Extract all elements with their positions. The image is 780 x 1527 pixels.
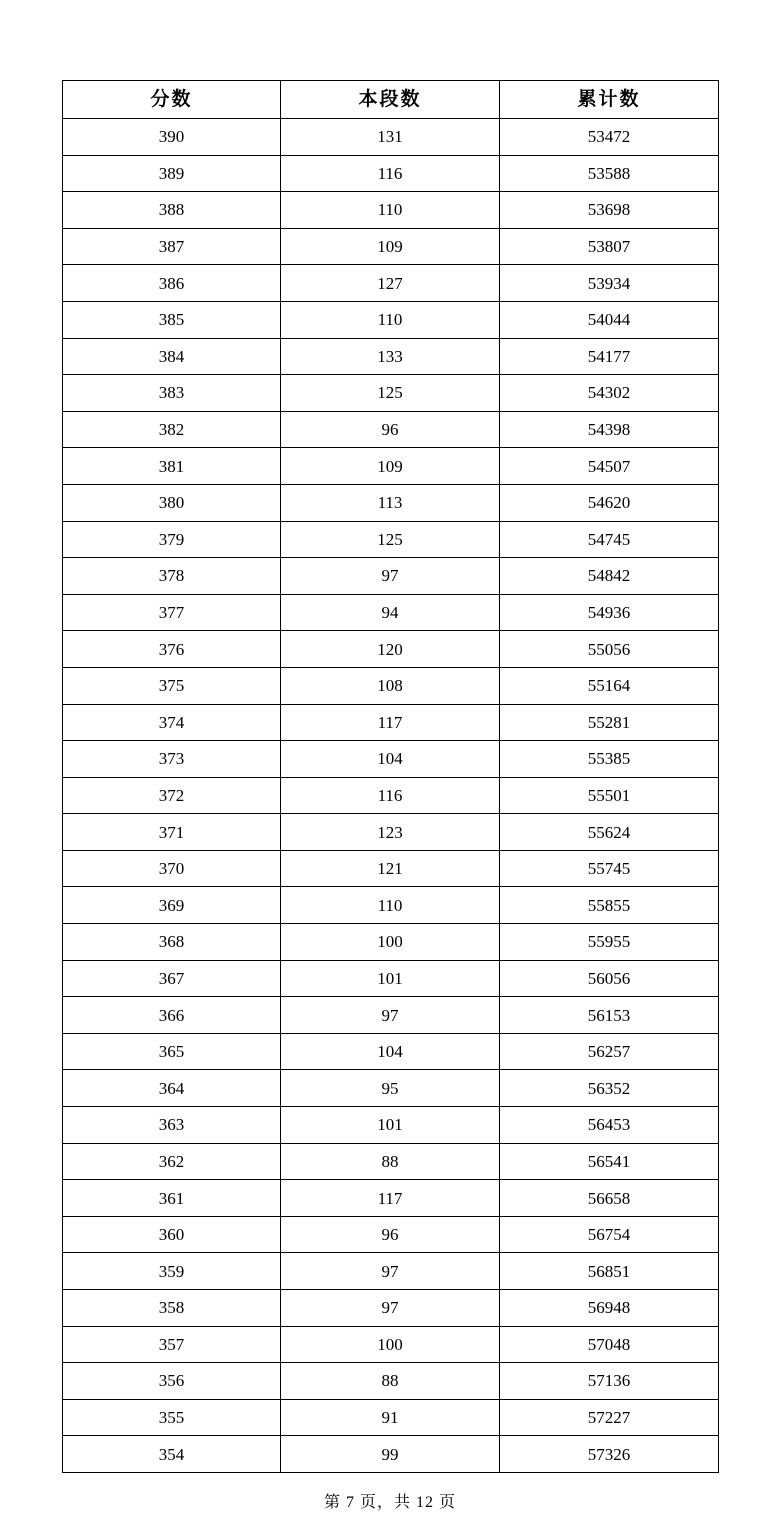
cell-segment-count: 96 xyxy=(281,411,500,448)
cell-cumulative-count: 53472 xyxy=(500,119,719,156)
table-body xyxy=(63,119,719,1473)
cell-score: 363 xyxy=(63,1107,281,1144)
cell-segment-count: 97 xyxy=(281,997,500,1034)
cell-score: 379 xyxy=(63,521,281,558)
cell-cumulative-count: 57227 xyxy=(500,1399,719,1436)
cell-segment-count: 123 xyxy=(281,814,500,851)
cell-score: 366 xyxy=(63,997,281,1034)
table-row xyxy=(63,338,719,375)
table-row xyxy=(63,704,719,741)
cell-cumulative-count: 54620 xyxy=(500,484,719,521)
column-header-score: 分数 xyxy=(63,81,281,119)
table-row xyxy=(63,1070,719,1107)
cell-segment-count: 125 xyxy=(281,521,500,558)
table-row xyxy=(63,484,719,521)
cell-cumulative-count: 56851 xyxy=(500,1253,719,1290)
table-row xyxy=(63,119,719,156)
cell-score: 377 xyxy=(63,594,281,631)
cell-score: 371 xyxy=(63,814,281,851)
cell-cumulative-count: 54398 xyxy=(500,411,719,448)
cell-cumulative-count: 53807 xyxy=(500,228,719,265)
cell-score: 380 xyxy=(63,484,281,521)
cell-score: 378 xyxy=(63,558,281,595)
table-row xyxy=(63,1436,719,1473)
cell-cumulative-count: 56453 xyxy=(500,1107,719,1144)
table-row xyxy=(63,1180,719,1217)
cell-cumulative-count: 54044 xyxy=(500,301,719,338)
cell-segment-count: 97 xyxy=(281,1253,500,1290)
table-row xyxy=(63,411,719,448)
cell-score: 354 xyxy=(63,1436,281,1473)
table-row xyxy=(63,887,719,924)
table-row xyxy=(63,667,719,704)
cell-segment-count: 121 xyxy=(281,850,500,887)
cell-score: 375 xyxy=(63,667,281,704)
cell-segment-count: 88 xyxy=(281,1143,500,1180)
cell-cumulative-count: 54842 xyxy=(500,558,719,595)
cell-cumulative-count: 54177 xyxy=(500,338,719,375)
cell-score: 356 xyxy=(63,1363,281,1400)
cell-segment-count: 101 xyxy=(281,960,500,997)
table-row xyxy=(63,631,719,668)
table-row xyxy=(63,1363,719,1400)
cell-cumulative-count: 53934 xyxy=(500,265,719,302)
cell-segment-count: 133 xyxy=(281,338,500,375)
cell-score: 374 xyxy=(63,704,281,741)
cell-cumulative-count: 54936 xyxy=(500,594,719,631)
cell-score: 367 xyxy=(63,960,281,997)
table-row xyxy=(63,1253,719,1290)
table-row xyxy=(63,1033,719,1070)
cell-cumulative-count: 56153 xyxy=(500,997,719,1034)
cell-cumulative-count: 57136 xyxy=(500,1363,719,1400)
cell-score: 370 xyxy=(63,850,281,887)
cell-score: 368 xyxy=(63,924,281,961)
cell-score: 376 xyxy=(63,631,281,668)
cell-cumulative-count: 55624 xyxy=(500,814,719,851)
cell-segment-count: 96 xyxy=(281,1216,500,1253)
cell-segment-count: 113 xyxy=(281,484,500,521)
table-row xyxy=(63,228,719,265)
cell-segment-count: 109 xyxy=(281,448,500,485)
cell-segment-count: 110 xyxy=(281,887,500,924)
table-row xyxy=(63,521,719,558)
cell-cumulative-count: 53698 xyxy=(500,192,719,229)
table-row xyxy=(63,777,719,814)
cell-score: 382 xyxy=(63,411,281,448)
cell-segment-count: 100 xyxy=(281,924,500,961)
cell-segment-count: 110 xyxy=(281,301,500,338)
cell-segment-count: 97 xyxy=(281,1290,500,1327)
cell-segment-count: 116 xyxy=(281,777,500,814)
cell-cumulative-count: 55955 xyxy=(500,924,719,961)
table-row xyxy=(63,594,719,631)
cell-score: 388 xyxy=(63,192,281,229)
cell-score: 362 xyxy=(63,1143,281,1180)
cell-score: 357 xyxy=(63,1326,281,1363)
cell-segment-count: 108 xyxy=(281,667,500,704)
table-row xyxy=(63,1399,719,1436)
cell-score: 389 xyxy=(63,155,281,192)
cell-score: 386 xyxy=(63,265,281,302)
cell-segment-count: 94 xyxy=(281,594,500,631)
cell-segment-count: 116 xyxy=(281,155,500,192)
cell-cumulative-count: 56754 xyxy=(500,1216,719,1253)
cell-segment-count: 110 xyxy=(281,192,500,229)
table-row xyxy=(63,850,719,887)
cell-segment-count: 95 xyxy=(281,1070,500,1107)
cell-score: 373 xyxy=(63,741,281,778)
table-row xyxy=(63,924,719,961)
cell-segment-count: 109 xyxy=(281,228,500,265)
cell-cumulative-count: 57326 xyxy=(500,1436,719,1473)
cell-score: 361 xyxy=(63,1180,281,1217)
cell-cumulative-count: 55745 xyxy=(500,850,719,887)
table-row xyxy=(63,814,719,851)
cell-score: 359 xyxy=(63,1253,281,1290)
cell-cumulative-count: 55056 xyxy=(500,631,719,668)
cell-segment-count: 104 xyxy=(281,1033,500,1070)
table-row xyxy=(63,301,719,338)
table-row xyxy=(63,960,719,997)
cell-score: 360 xyxy=(63,1216,281,1253)
cell-segment-count: 91 xyxy=(281,1399,500,1436)
table-row xyxy=(63,192,719,229)
cell-segment-count: 101 xyxy=(281,1107,500,1144)
column-header-cumulative-count: 累计数 xyxy=(500,81,719,119)
cell-score: 387 xyxy=(63,228,281,265)
table-row xyxy=(63,997,719,1034)
table-header-row xyxy=(63,81,719,119)
table-row xyxy=(63,155,719,192)
column-header-segment-count: 本段数 xyxy=(281,81,500,119)
table-row xyxy=(63,741,719,778)
page-footer: 第 7 页，共 12 页 xyxy=(323,1493,456,1511)
cell-cumulative-count: 56948 xyxy=(500,1290,719,1327)
cell-cumulative-count: 56352 xyxy=(500,1070,719,1107)
table-row xyxy=(63,1326,719,1363)
table-row xyxy=(63,1107,719,1144)
cell-score: 355 xyxy=(63,1399,281,1436)
cell-score: 384 xyxy=(63,338,281,375)
cell-cumulative-count: 55164 xyxy=(500,667,719,704)
cell-score: 358 xyxy=(63,1290,281,1327)
cell-cumulative-count: 54302 xyxy=(500,375,719,412)
cell-segment-count: 127 xyxy=(281,265,500,302)
cell-cumulative-count: 55855 xyxy=(500,887,719,924)
cell-cumulative-count: 55281 xyxy=(500,704,719,741)
cell-cumulative-count: 53588 xyxy=(500,155,719,192)
table-row xyxy=(63,1290,719,1327)
cell-cumulative-count: 54507 xyxy=(500,448,719,485)
cell-segment-count: 100 xyxy=(281,1326,500,1363)
cell-segment-count: 117 xyxy=(281,1180,500,1217)
cell-score: 385 xyxy=(63,301,281,338)
cell-cumulative-count: 56541 xyxy=(500,1143,719,1180)
cell-segment-count: 131 xyxy=(281,119,500,156)
cell-score: 390 xyxy=(63,119,281,156)
cell-segment-count: 104 xyxy=(281,741,500,778)
table-row xyxy=(63,1216,719,1253)
cell-cumulative-count: 55385 xyxy=(500,741,719,778)
score-distribution-table xyxy=(62,80,719,1473)
cell-segment-count: 125 xyxy=(281,375,500,412)
cell-score: 369 xyxy=(63,887,281,924)
cell-segment-count: 88 xyxy=(281,1363,500,1400)
table-row xyxy=(63,448,719,485)
cell-score: 381 xyxy=(63,448,281,485)
cell-cumulative-count: 55501 xyxy=(500,777,719,814)
table-row xyxy=(63,265,719,302)
cell-score: 383 xyxy=(63,375,281,412)
cell-cumulative-count: 56257 xyxy=(500,1033,719,1070)
cell-score: 365 xyxy=(63,1033,281,1070)
cell-score: 364 xyxy=(63,1070,281,1107)
cell-segment-count: 97 xyxy=(281,558,500,595)
cell-segment-count: 117 xyxy=(281,704,500,741)
table-row xyxy=(63,375,719,412)
cell-score: 372 xyxy=(63,777,281,814)
cell-cumulative-count: 57048 xyxy=(500,1326,719,1363)
cell-cumulative-count: 56056 xyxy=(500,960,719,997)
cell-segment-count: 99 xyxy=(281,1436,500,1473)
cell-cumulative-count: 54745 xyxy=(500,521,719,558)
cell-segment-count: 120 xyxy=(281,631,500,668)
table-row xyxy=(63,1143,719,1180)
table-header xyxy=(63,81,719,119)
table-row xyxy=(63,558,719,595)
cell-cumulative-count: 56658 xyxy=(500,1180,719,1217)
